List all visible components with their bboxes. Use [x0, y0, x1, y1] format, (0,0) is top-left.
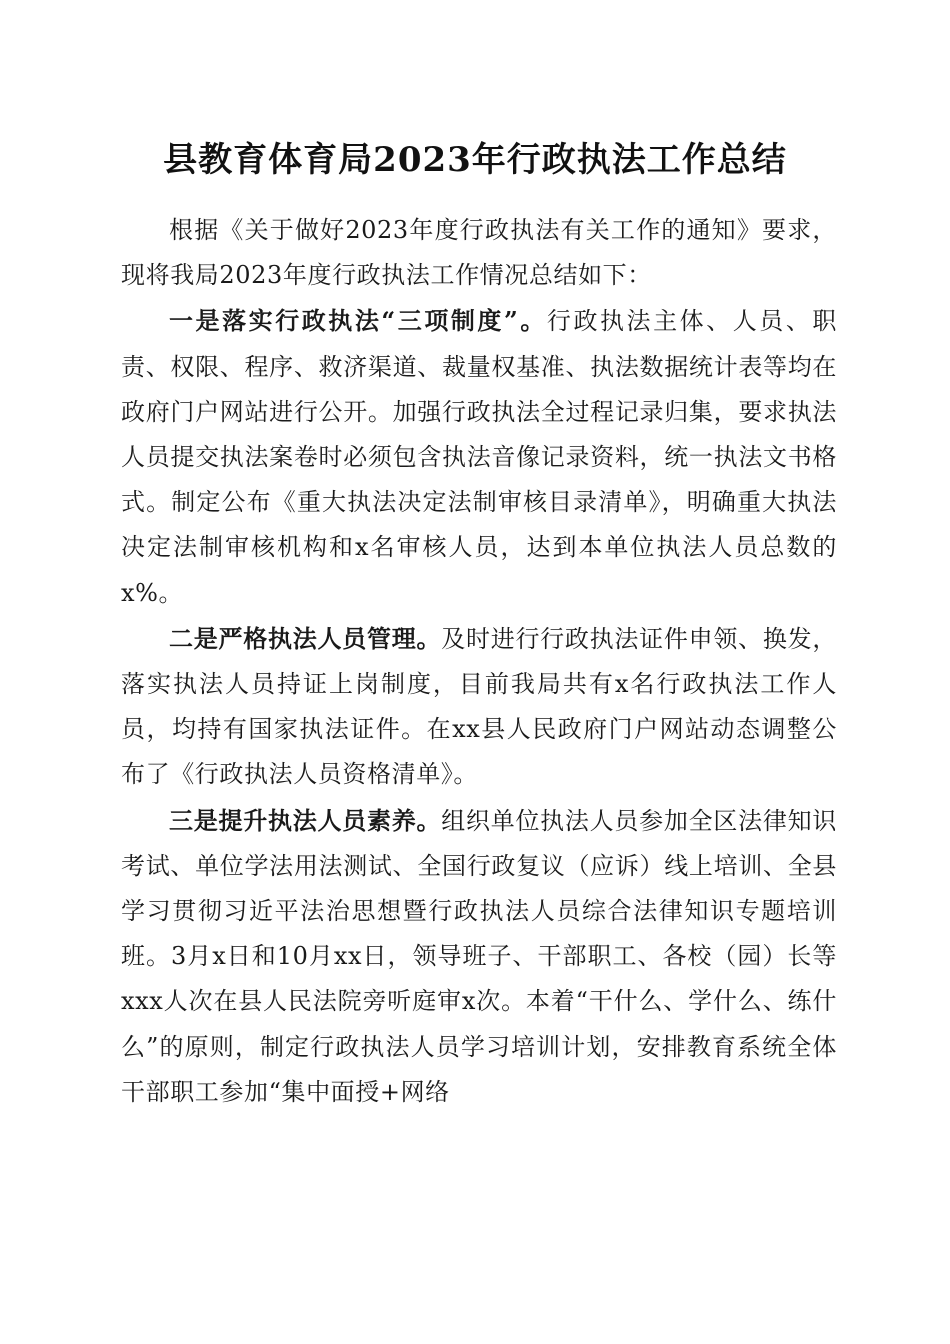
- section-paragraph-2: [121, 616, 837, 798]
- section-lead-2: 二是严格执法人员管理。: [169, 623, 442, 653]
- section-paragraph-1: [121, 298, 837, 615]
- document-title: 县教育体育局2023年行政执法工作总结: [163, 140, 787, 180]
- intro-paragraph: 根据《关于做好2023年度行政执法有关工作的通知》要求，现将我局2023年度行政执法工作情况总结如下：: [121, 216, 837, 290]
- section-paragraph-3: [121, 798, 837, 1115]
- section-lead-3: 三是提升执法人员素养。: [169, 805, 442, 835]
- section-text-2: 及时进行行政执法证件申领、换发，落实执法人员持证上岗制度，目前我局共有x名行政执法工作人员，均持有国家执法证件。在xx县人民政府门户网站动态调整公布了《行政执法人员资格清单》。: [121, 624, 837, 789]
- section-text-3: 组织单位执法人员参加全区法律知识考试、单位学法用法测试、全国行政复议（应诉）线上培训、全县学习贯彻习近平法治思想暨行政执法人员综合法律知识专题培训班。3月x日和10月xx日，领导班子、干部职工、各校（园）长等xxx人次在县人民法院旁听庭审x次。本着“干什么、学什么、练什么”的原则，制定行政执法人员学习培训计划，安排教育系统全体干部职工参加“集中面授+网络: [121, 806, 837, 1106]
- section-lead-1: 一是落实行政执法“三项制度”。: [169, 306, 547, 336]
- document-body: [121, 208, 837, 1115]
- section-text-1: 行政执法主体、人员、职责、权限、程序、救济渠道、裁量权基准、执法数据统计表等均在政府门户网站进行公开。加强行政执法全过程记录归集，要求执法人员提交执法案卷时必须包含执法音像记录资料，统一执法文书格式。制定公布《重大执法决定法制审核目录清单》，明确重大执法决定法制审核机构和x名审核人员，达到本单位执法人员总数的x%。: [121, 307, 838, 607]
